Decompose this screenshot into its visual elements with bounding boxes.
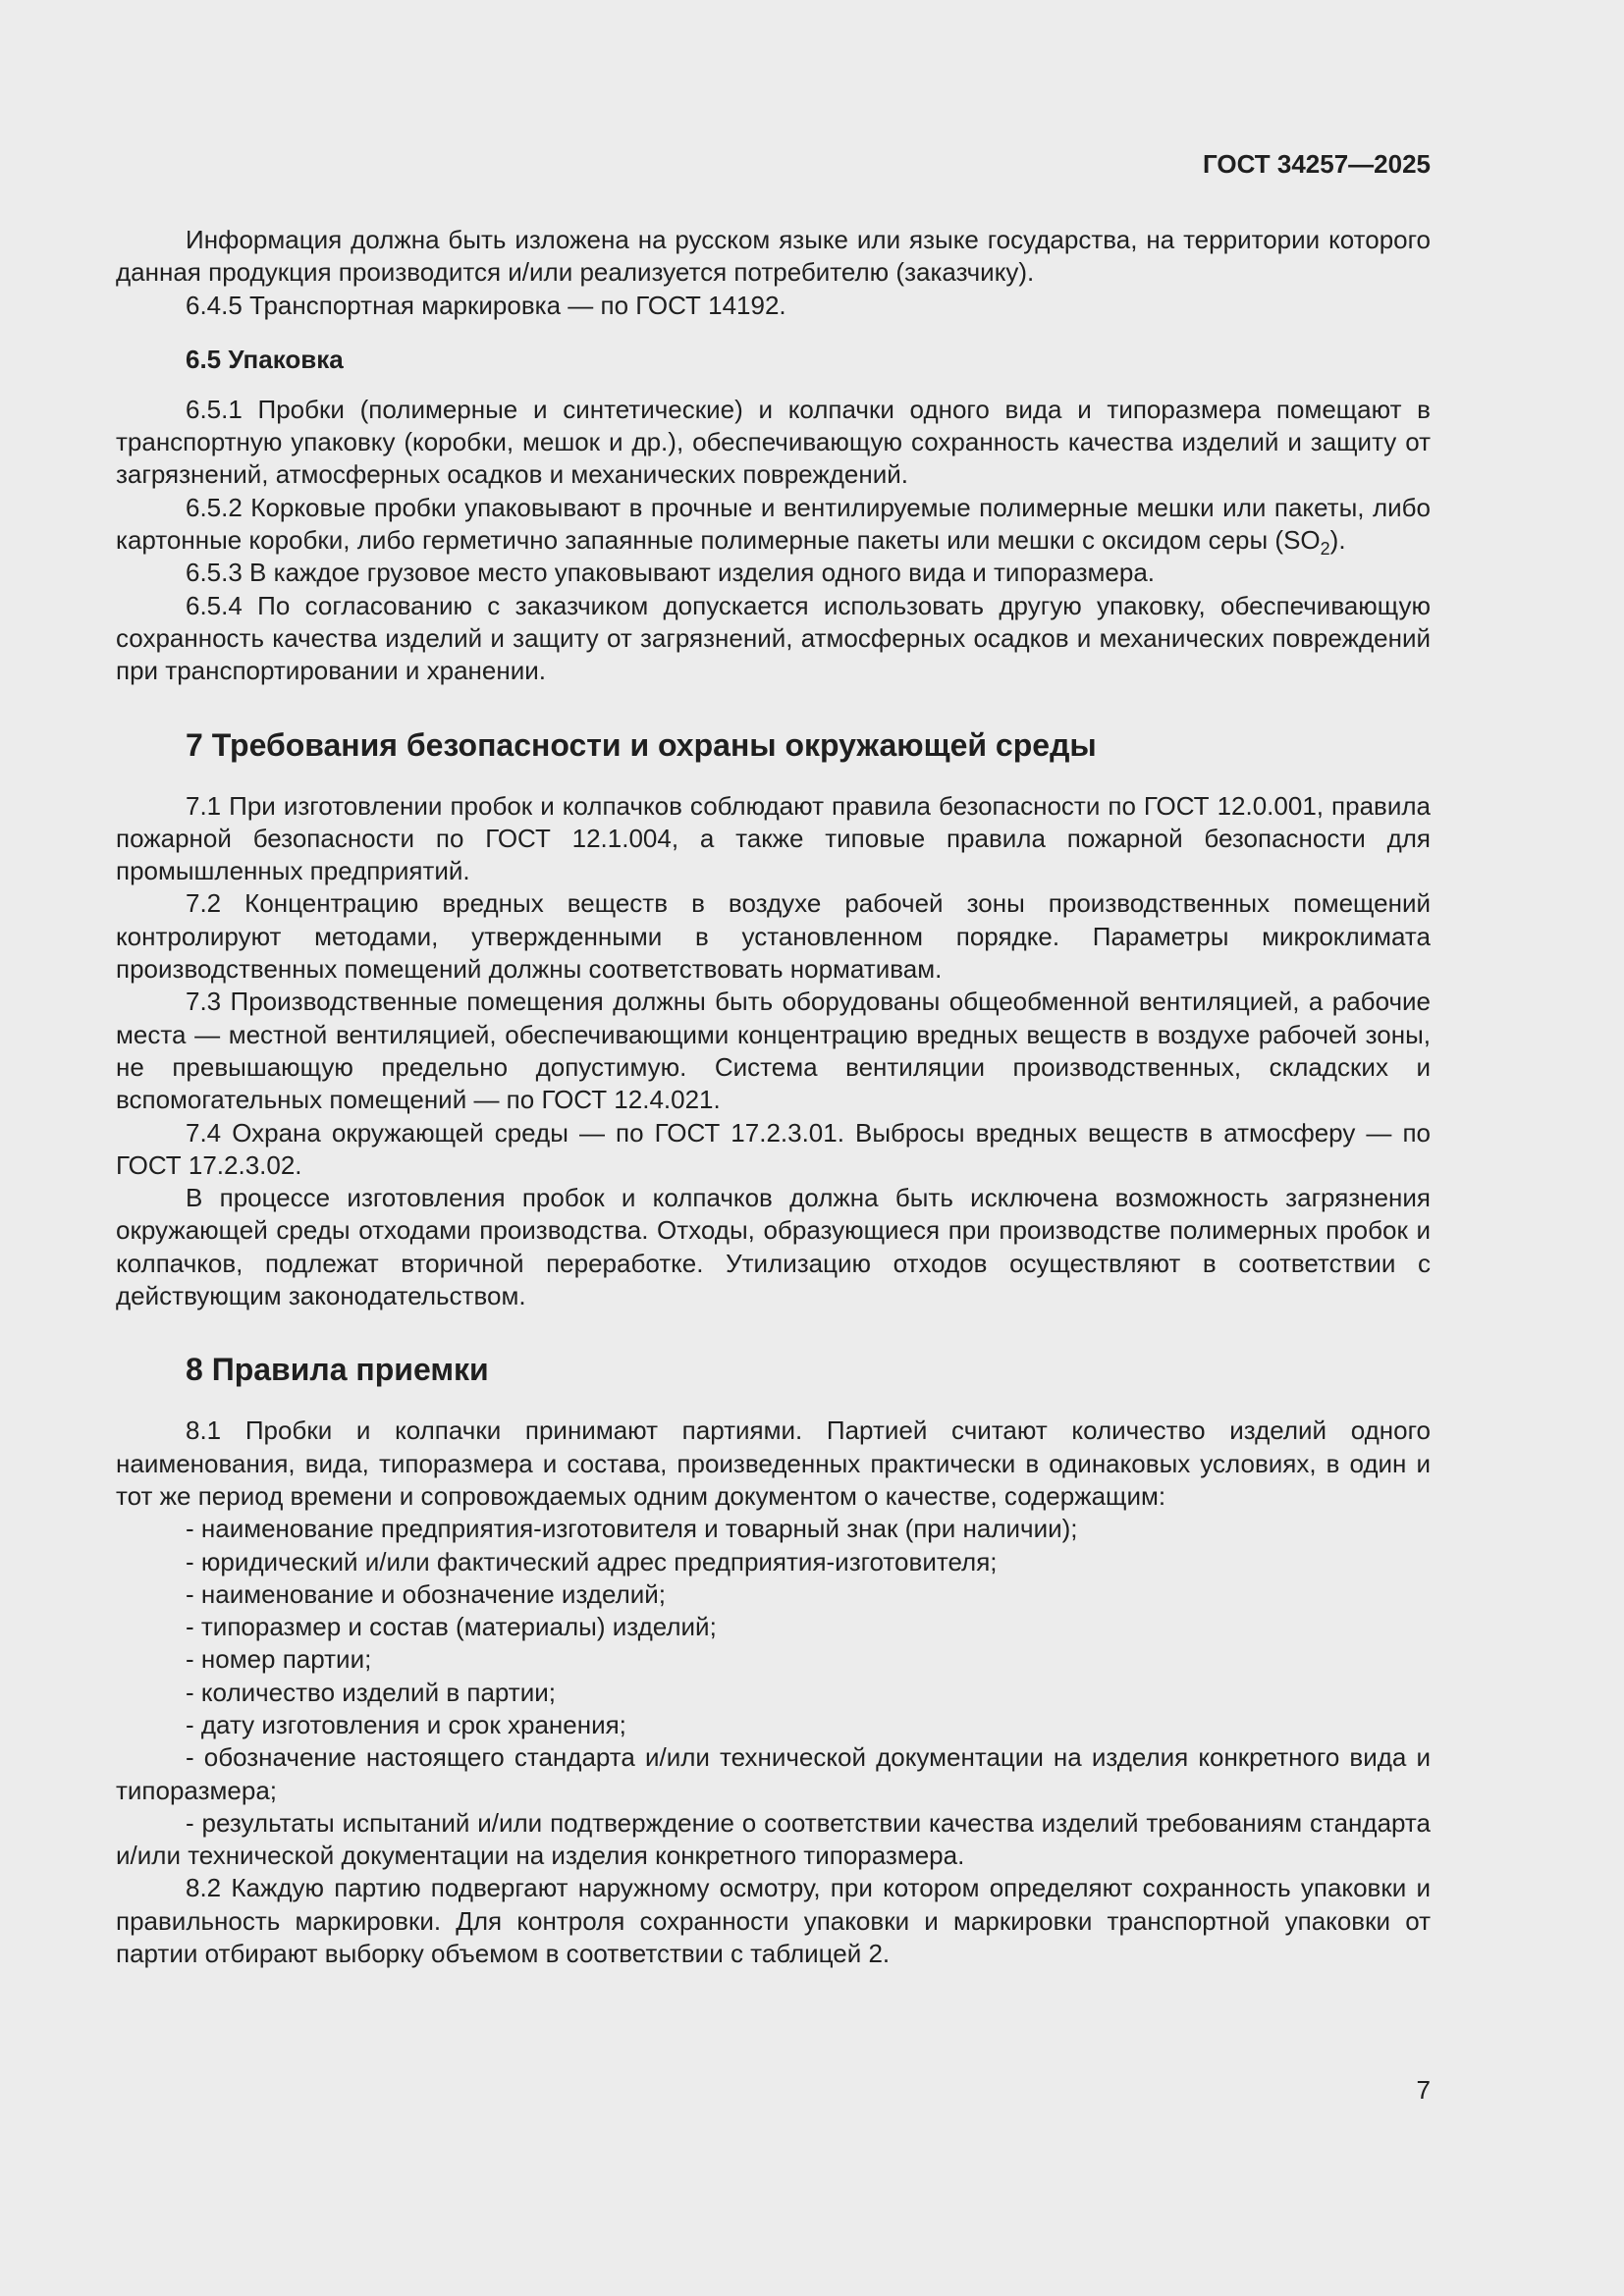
paragraph-7-4-continuation: В процессе изготовления пробок и колпачков должна быть исключена возможность загрязнения окружающей среды отходами производства. Отходы, образующиеся при производстве полимерных пробок и колпачков, подлежат вторичной переработке. Утилизацию отходов осуществляют в соответствии с действующим законодательством.: [116, 1183, 1431, 1311]
heading-section-8: 8 Правила приемки: [186, 1352, 489, 1388]
list-item: - количество изделий в партии;: [186, 1677, 556, 1707]
list-item: - типоразмер и состав (материалы) изделий;: [186, 1612, 717, 1642]
paragraph-6-5-2-end: ).: [1329, 525, 1346, 556]
list-item-test-results: - результаты испытаний и/или подтверждение о соответствии качества изделий требованиям стандарта и/или технической документации на изделия конкретного типоразмера.: [116, 1807, 1431, 1871]
paragraph-8-2: 8.2 Каждую партию подвергают наружному осмотру, при котором определяют сохранность упаковки и правильность маркировки. Для контроля сохранности упаковки и маркировки транспортной упаковки от партии отбирают выборку объемом в соответствии с таблицей 2.: [116, 1873, 1431, 1969]
paragraph-6-5-3: 6.5.3 В каждое грузовое место упаковывают изделия одного вида и типоразмера.: [186, 558, 1156, 588]
heading-section-7: 7 Требования безопасности и охраны окружающей среды: [186, 726, 1097, 763]
paragraph-7-4: 7.4 Охрана окружающей среды — по ГОСТ 17.2.3.01. Выбросы вредных веществ в атмосферу — по ГОСТ 17.2.3.02.: [116, 1117, 1431, 1180]
paragraph-6-4-5: 6.4.5 Транспортная маркировка — по ГОСТ 14192.: [186, 290, 786, 320]
paragraph-7-2: 7.2 Концентрацию вредных веществ в воздухе рабочей зоны производственных помещений контролируют методами, утвержденными в установленном порядке. Параметры микроклимата производственных помещений должны соответствовать нормативам.: [116, 888, 1431, 985]
paragraph-info-language: Информация должна быть изложена на русском языке или языке государства, на территории которого данная продукция производится и/или реализуется потребителю (заказчику).: [116, 225, 1431, 288]
list-item: - наименование и обозначение изделий;: [186, 1578, 667, 1609]
page-number: 7: [1416, 2075, 1431, 2105]
list-item: - наименование предприятия-изготовителя и товарный знак (при наличии);: [186, 1514, 1078, 1544]
paragraph-8-1: 8.1 Пробки и колпачки принимают партиями. Партией считают количество изделий одного наименования, вида, типоразмера и состава, произведенных практически в одинаковых условиях, в один и тот же период времени и сопровождаемых одним документом о качестве, содержащим:: [116, 1415, 1431, 1511]
paragraph-6-5-2-text: 6.5.2 Корковые пробки упаковывают в прочные и вентилируемые полимерные мешки или пакеты, либо картонные коробки, либо герметично запаянные полимерные пакеты или мешки с оксидом серы (SO: [116, 492, 1431, 556]
heading-6-5: 6.5 Упаковка: [186, 344, 344, 374]
document-number: ГОСТ 34257—2025: [1203, 149, 1431, 179]
paragraph-6-5-1: 6.5.1 Пробки (полимерные и синтетические) и колпачки одного вида и типоразмера помещают в транспортную упаковку (коробки, мешок и др.), обеспечивающую сохранность качества изделий и защиту от загрязнений, атмосферных осадков и механических повреждений.: [116, 394, 1431, 490]
list-item: - юридический и/или фактический адрес предприятия-изготовителя;: [186, 1546, 998, 1576]
list-item-designation: - обозначение настоящего стандарта и/или технической документации на изделия конкретного вида и типоразмера;: [116, 1742, 1431, 1805]
list-item: - дату изготовления и срок хранения;: [186, 1709, 626, 1739]
subscript-2: 2: [1320, 539, 1330, 560]
page-content: [116, 224, 1431, 1970]
list-item: - номер партии;: [186, 1644, 372, 1675]
paragraph-7-3: 7.3 Производственные помещения должны быть оборудованы общеобменной вентиляцией, а рабочие места — местной вентиляцией, обеспечивающими концентрацию вредных веществ в воздухе рабочей зоны, не превышающую предельно допустимую. Система вентиляции производственных, складских и вспомогательных помещений — по ГОСТ 12.4.021.: [116, 987, 1431, 1115]
paragraph-6-5-4: 6.5.4 По согласованию с заказчиком допускается использовать другую упаковку, обеспечивающую сохранность качества изделий и защиту от загрязнений, атмосферных осадков и механических повреждений при транспортировании и хранении.: [116, 590, 1431, 686]
paragraph-6-5-2: [116, 492, 1431, 558]
paragraph-7-1: 7.1 При изготовлении пробок и колпачков соблюдают правила безопасности по ГОСТ 12.0.001, правила пожарной безопасности по ГОСТ 12.1.004, а также типовые правила пожарной безопасности для промышленных предприятий.: [116, 790, 1431, 886]
